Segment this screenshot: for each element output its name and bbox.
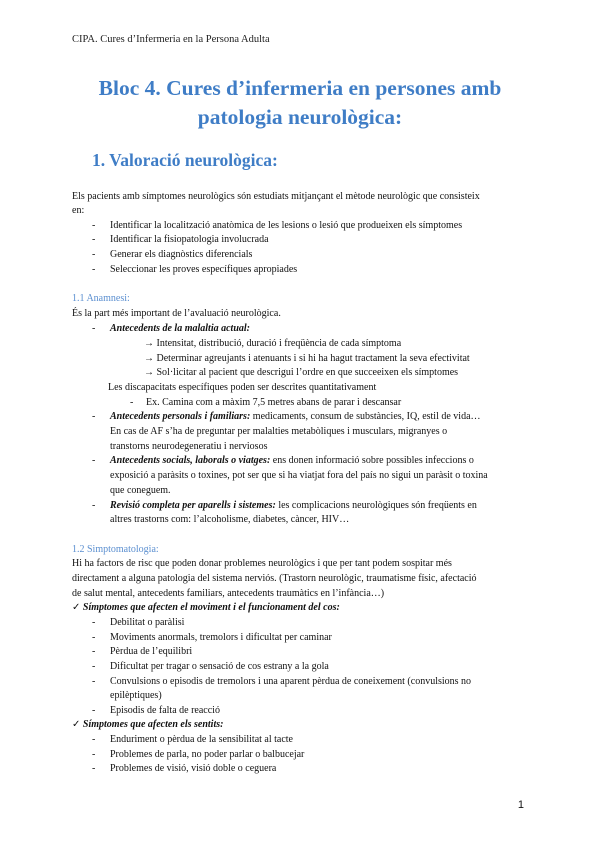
- running-header: CIPA. Cures d’Infermeria en la Persona Adulta: [72, 34, 270, 45]
- intro-line-2: en:: [72, 205, 85, 216]
- senses-symptom: Problemes de visió, visió doble o ceguera: [110, 763, 277, 774]
- bullet-dash: -: [92, 500, 96, 511]
- bullet-dash: -: [92, 234, 96, 245]
- movement-symptom: Episodis de falta de reacció: [110, 705, 220, 716]
- antecedents-personals-line-3: transtorns neurodegeneratiu i nerviosos: [110, 441, 268, 452]
- movement-symptom: Dificultat per tragar o sensació de cos estrany a la gola: [110, 661, 329, 672]
- bullet-dash: -: [92, 646, 96, 657]
- simptomatologia-line-2: directament a alguna patologia del sistema nerviós. (Trastorn neurològic, traumatisme físic, afectació: [72, 573, 477, 584]
- discapacitats-line: Les discapacitats específiques poden ser descrites quantitativament: [108, 382, 377, 393]
- method-step: Generar els diagnòstics diferencials: [110, 249, 253, 260]
- antecedents-actual-item: → Intensitat, distribució, duració i freqüència de cada símptoma: [144, 338, 402, 349]
- antecedents-actual-label: Antecedents de la malaltia actual:: [110, 323, 250, 334]
- bullet-dash: -: [130, 397, 134, 408]
- example-line: Ex. Camina com a màxim 7,5 metres abans de parar i descansar: [146, 397, 402, 408]
- intro-line-1: Els pacients amb símptomes neurològics són estudiats mitjançant el mètode neurològic que consisteix: [72, 191, 480, 202]
- bullet-dash: -: [92, 661, 96, 672]
- bullet-dash: -: [92, 734, 96, 745]
- bullet-dash: -: [92, 249, 96, 260]
- check-heading-senses: ✓ Símptomes que afecten els sentits:: [72, 719, 224, 730]
- bullet-dash: -: [92, 749, 96, 760]
- title-line-1: Bloc 4. Cures d’infermeria en persones amb: [98, 76, 502, 100]
- bullet-dash: -: [92, 632, 96, 643]
- movement-symptom: Pèrdua de l’equilibri: [110, 646, 193, 657]
- bullet-dash: -: [92, 323, 96, 334]
- revisio-completa: Revisió completa per aparells i sistemes: les complicacions neurològiques són freqüents en: [110, 500, 477, 511]
- simptomatologia-line-1: Hi ha factors de risc que poden donar problemes neurològics i que per tant podem sospitar més: [72, 558, 452, 569]
- subsection-1-1-heading: 1.1 Anamnesi:: [72, 293, 130, 304]
- bullet-dash: -: [92, 763, 96, 774]
- movement-symptom-continued: epilèptiques): [110, 690, 162, 701]
- antecedents-socials-line-2: exposició a paràsits o toxines, pot ser que si ha viatjat fora del país no sigui un paràsit o toxina: [110, 470, 488, 481]
- antecedents-actual-item: → Determinar agreujants i atenuants i si hi ha hagut tractament la seva efectivitat: [144, 353, 470, 364]
- senses-symptom: Problemes de parla, no poder parlar o balbucejar: [110, 749, 305, 760]
- bullet-dash: -: [92, 705, 96, 716]
- bullet-dash: -: [92, 220, 96, 231]
- bullet-dash: -: [92, 455, 96, 466]
- movement-symptom: Debilitat o paràlisi: [110, 617, 185, 628]
- title-line-2: patologia neurològica:: [197, 105, 403, 129]
- method-step: Seleccionar les proves específiques apropiades: [110, 264, 298, 275]
- antecedents-personals: Antecedents personals i familiars: medicaments, consum de substàncies, IQ, estil de vida…: [110, 411, 481, 422]
- movement-symptom: Convulsions o episodis de tremolors i una aparent pèrdua de coneixement (convulsions no: [110, 676, 472, 687]
- antecedents-personals-line-2: En cas de AF s’ha de preguntar per malalties metabòliques i musculars, migranyes o: [110, 426, 448, 437]
- section-1-heading: 1. Valoració neurològica:: [92, 150, 278, 170]
- bullet-dash: -: [92, 676, 96, 687]
- subsection-1-2-heading: 1.2 Simptomatologia:: [72, 544, 159, 555]
- bullet-dash: -: [92, 411, 96, 422]
- antecedents-socials-line-3: que coneguem.: [110, 485, 171, 496]
- senses-symptom: Enduriment o pèrdua de la sensibilitat al tacte: [110, 734, 293, 745]
- revisio-completa-line-2: altres trastorns com: l’alcoholisme, diabetes, càncer, HIV…: [110, 514, 350, 525]
- check-icon: ✓: [72, 602, 81, 613]
- document-title: [40, 74, 560, 132]
- bullet-dash: -: [92, 617, 96, 628]
- check-heading-movement: ✓ Símptomes que afecten el moviment i el funcionament del cos:: [72, 602, 340, 613]
- method-step: Identificar la localització anatòmica de les lesions o lesió que produeixen els símptomes: [110, 220, 463, 231]
- method-step: Identificar la fisiopatologia involucrada: [110, 234, 269, 245]
- bullet-dash: -: [92, 264, 96, 275]
- antecedents-actual-item: → Sol·licitar al pacient que descrigui l’ordre en que succeeixen els símptomes: [144, 367, 459, 378]
- simptomatologia-line-3: de salut mental, antecedents familiars, antecedents traumàtics en l’infància…): [72, 588, 385, 599]
- antecedents-socials: Antecedents socials, laborals o viatges: ens donen informació sobre possibles infeccions o: [110, 455, 474, 466]
- page-number: 1: [517, 799, 524, 811]
- check-icon: ✓: [72, 719, 81, 730]
- anamnesi-intro: És la part més important de l’avaluació neurològica.: [72, 308, 281, 319]
- movement-symptom: Moviments anormals, tremolors i dificultat per caminar: [110, 632, 332, 643]
